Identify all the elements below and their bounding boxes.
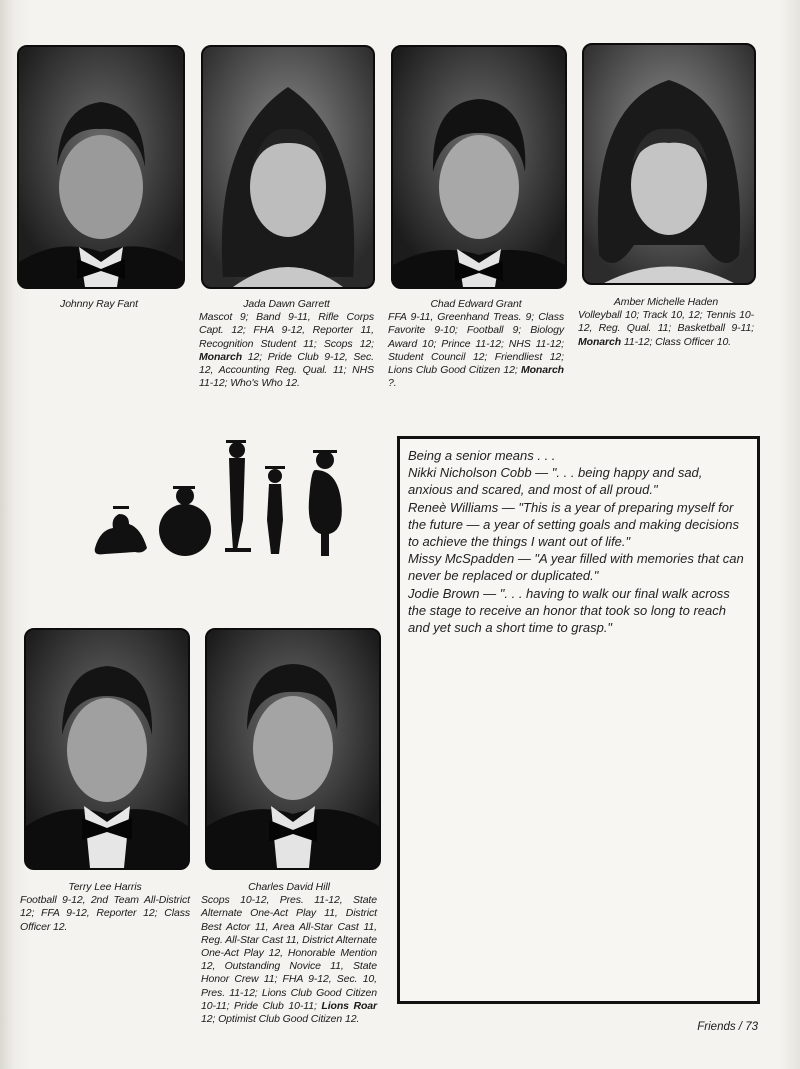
page-footer: Friends / 73 — [697, 1021, 758, 1033]
student-name: Amber Michelle Haden — [613, 296, 719, 308]
caption-charles-hill — [201, 881, 377, 1026]
student-name: Jada Dawn Garrett — [243, 298, 330, 310]
activities-text: 12; Optimist Club Good Citizen 12. — [201, 1013, 360, 1026]
caption-terry-harris — [20, 881, 190, 934]
activities-bold: Monarch — [199, 350, 243, 363]
quote-item: Missy McSpadden — "A year filled with memories that can never be replaced or duplicated." — [408, 551, 744, 584]
activities-text: ?. — [388, 377, 397, 390]
portrait-chad-grant — [391, 45, 567, 289]
caption-chad-grant — [388, 298, 564, 390]
student-name: Charles David Hill — [248, 881, 330, 893]
activities-text: Scops 10-12, Pres. 11-12, State Alternate One-Act Play 11, District Best Actor 11, Area All-Star Cast 11, Reg. All-Star Cast 11, District Alternate One-Act Play 12, Honorable Mention 12, Outstanding Novice 11, State Honor Crew 11; FHA 9-12, Sec. 10, Pres. 11-12; Lions Club Good Citizen 10-11; Pride Club 10-11; — [201, 894, 377, 1012]
activities-bold: Monarch — [520, 364, 564, 377]
student-activities — [388, 311, 564, 389]
caption-johnny-fant — [17, 298, 181, 311]
student-name: Johnny Ray Fant — [60, 298, 138, 310]
portrait-photo-icon — [207, 630, 379, 868]
activities-text: 12; Pride Club 9-12, Sec. 12, Accounting Reg. Qual. 11; NHS 11-12; Who's Who 12. — [199, 350, 374, 390]
student-activities — [199, 311, 374, 389]
portrait-photo-icon — [19, 47, 183, 287]
quotes-intro: Being a senior means . . . — [408, 448, 556, 463]
student-name: Terry Lee Harris — [68, 881, 142, 893]
student-name: Chad Edward Grant — [430, 298, 522, 310]
activities-text: FFA 9-11, Greenhand Treas. 9; Class Favorite 9-10; Football 9; Biology Award 10; Prince 11-12; NHS 11-12; Student Council 12; Friendliest 12; Lions Club Good Citizen 12; — [388, 311, 564, 377]
activities-text: 11-12; Class Officer 10. — [621, 335, 731, 348]
student-activities: Football 9-12, 2nd Team All-District 12; FFA 9-12, Reporter 12; Class Officer 12. — [20, 894, 190, 933]
activities-bold: Monarch — [578, 335, 622, 348]
portrait-amber-haden — [582, 43, 756, 285]
graduates-silhouette-icon — [85, 430, 355, 565]
caption-jada-garrett — [199, 298, 374, 390]
student-activities — [201, 894, 377, 1025]
quote-item: Jodie Brown — ". . . having to walk our final walk across the stage to receive an honor that took so long to reach and yet such a short time to grasp." — [408, 585, 730, 636]
portrait-jada-garrett — [201, 45, 375, 289]
quote-item: Nikki Nicholson Cobb — ". . . being happy and sad, anxious and scared, and most of all proud." — [408, 465, 703, 498]
portrait-photo-icon — [584, 45, 754, 283]
portrait-charles-hill — [205, 628, 381, 870]
portrait-johnny-fant — [17, 45, 185, 289]
activities-bold: Lions Roar — [321, 999, 377, 1012]
activities-text: Mascot 9; Band 9-11, Rifle Corps Capt. 12; FHA 9-12, Reporter 11, Recognition Student 11; Scops 12; — [199, 311, 374, 350]
activities-text: Volleyball 10; Track 10, 12; Tennis 10-12, Reg. Qual. 11; Basketball 9-11; — [578, 309, 754, 335]
caption-amber-haden — [578, 296, 754, 349]
student-activities — [578, 309, 754, 347]
portrait-photo-icon — [26, 630, 188, 868]
portrait-photo-icon — [203, 47, 373, 287]
portrait-terry-harris — [24, 628, 190, 870]
quote-item: Reneè Williams — "This is a year of preparing myself for the future — a year of setting goals and making decisions to achieve the things I want out of life." — [408, 499, 739, 550]
senior-quotes-box — [397, 436, 760, 1004]
quotes-text — [408, 447, 744, 636]
portrait-photo-icon — [393, 47, 565, 287]
